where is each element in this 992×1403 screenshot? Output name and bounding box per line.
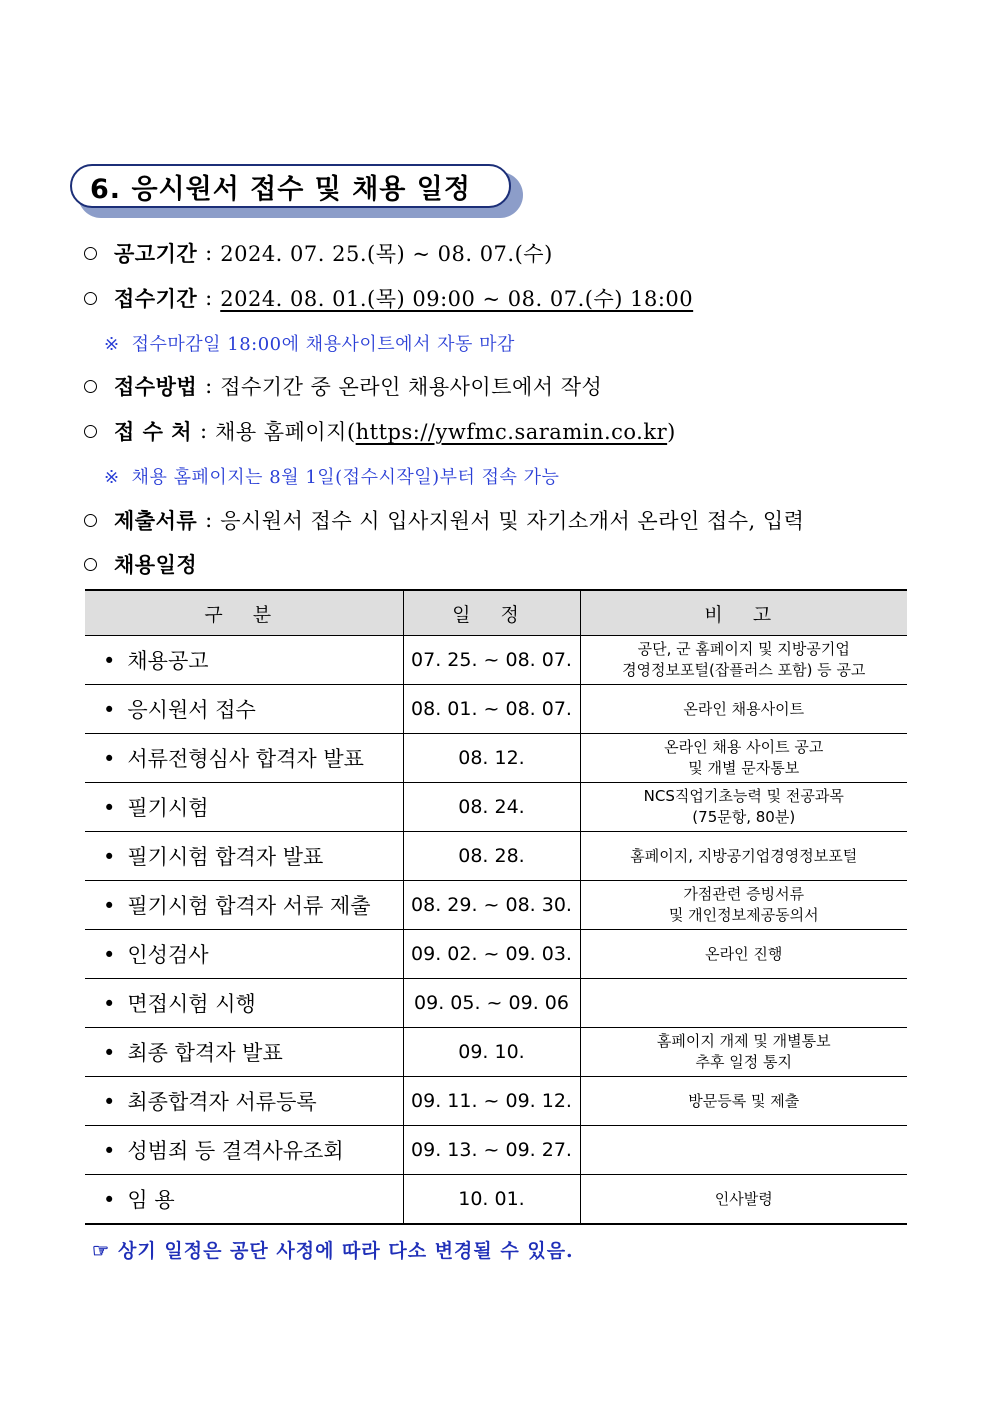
bullet-dot-icon: • <box>103 1041 116 1065</box>
circle-bullet-icon <box>84 558 97 571</box>
section-title: 6. 응시원서 접수 및 채용 일정 <box>70 164 511 208</box>
table-row <box>85 734 907 783</box>
reference-mark-icon: ※ <box>104 467 120 488</box>
row-item: • 서류전형심사 합격자 발표 <box>85 734 403 783</box>
bullet-dot-icon: • <box>103 649 116 673</box>
row-date: 09. 02. ~ 09. 03. <box>403 930 580 979</box>
item-label: 채용일정 <box>114 552 198 577</box>
row-item: • 채용공고 <box>85 636 403 685</box>
row-item: • 필기시험 <box>85 783 403 832</box>
row-remark <box>580 1126 907 1175</box>
row-item: • 성범죄 등 결격사유조회 <box>85 1126 403 1175</box>
circle-bullet-icon <box>84 514 97 527</box>
bullet-dot-icon: • <box>103 698 116 722</box>
table-row <box>85 1077 907 1126</box>
item-label: 공고기간 <box>114 241 198 266</box>
row-remark: 온라인 진행 <box>580 930 907 979</box>
row-remark: 인사발령 <box>580 1175 907 1225</box>
note-deadline: ※ 접수마감일 18:00에 채용사이트에서 자동 마감 <box>104 334 515 355</box>
item-value: 응시원서 접수 시 입사지원서 및 자기소개서 온라인 접수, 입력 <box>220 509 805 533</box>
circle-bullet-icon <box>84 247 97 260</box>
row-date: 08. 12. <box>403 734 580 783</box>
table-row <box>85 832 907 881</box>
row-item: • 최종 합격자 발표 <box>85 1028 403 1077</box>
note-access: ※ 채용 홈페이지는 8월 1일(접수시작일)부터 접속 가능 <box>104 467 560 488</box>
row-date: 09. 13. ~ 09. 27. <box>403 1126 580 1175</box>
header-schedule: 일 정 <box>403 590 580 636</box>
row-date: 09. 05. ~ 09. 06 <box>403 979 580 1028</box>
footer-note: ☞ 상기 일정은 공단 사정에 따라 다소 변경될 수 있음. <box>92 1240 574 1262</box>
header-remarks: 비 고 <box>580 590 907 636</box>
item-value: 채용 홈페이지(https://ywfmc.saramin.co.kr) <box>215 420 676 444</box>
item-value: 2024. 07. 25.(목) ~ 08. 07.(수) <box>220 242 553 266</box>
row-date: 07. 25. ~ 08. 07. <box>403 636 580 685</box>
schedule-table <box>85 589 907 1225</box>
row-remark: 방문등록 및 제출 <box>580 1077 907 1126</box>
row-date: 08. 29. ~ 08. 30. <box>403 881 580 930</box>
row-remark: 온라인 채용 사이트 공고 및 개별 문자통보 <box>580 734 907 783</box>
bullet-dot-icon: • <box>103 1139 116 1163</box>
pointing-hand-icon: ☞ <box>92 1240 111 1262</box>
circle-bullet-icon <box>84 380 97 393</box>
bullet-dot-icon: • <box>103 992 116 1016</box>
row-date: 08. 24. <box>403 783 580 832</box>
item-value: 접수기간 중 온라인 채용사이트에서 작성 <box>220 375 603 399</box>
bullet-dot-icon: • <box>103 1090 116 1114</box>
item-application-method: 접수방법 : 접수기간 중 온라인 채용사이트에서 작성 <box>84 371 602 401</box>
row-remark: 홈페이지, 지방공기업경영정보포털 <box>580 832 907 881</box>
row-item: • 응시원서 접수 <box>85 685 403 734</box>
bullet-dot-icon: • <box>103 894 116 918</box>
row-remark: 홈페이지 개제 및 개별통보 추후 일정 통지 <box>580 1028 907 1077</box>
table-row <box>85 1126 907 1175</box>
bullet-dot-icon: • <box>103 943 116 967</box>
bullet-dot-icon: • <box>103 845 116 869</box>
row-item: • 임 용 <box>85 1175 403 1225</box>
circle-bullet-icon <box>84 425 97 438</box>
bullet-dot-icon: • <box>103 747 116 771</box>
item-label: 접 수 처 <box>114 419 192 444</box>
item-value: 2024. 08. 01.(목) 09:00 ~ 08. 07.(수) 18:00 <box>220 287 694 311</box>
item-application-place: 접 수 처 : 채용 홈페이지(https://ywfmc.saramin.co.kr) <box>84 416 676 446</box>
item-label: 접수방법 <box>114 374 198 399</box>
row-item: • 필기시험 합격자 서류 제출 <box>85 881 403 930</box>
row-remark: 가점관련 증빙서류 및 개인정보제공동의서 <box>580 881 907 930</box>
row-remark: 공단, 군 홈페이지 및 지방공기업 경영정보포털(잡플러스 포함) 등 공고 <box>580 636 907 685</box>
row-date: 08. 28. <box>403 832 580 881</box>
item-announcement-period: 공고기간 : 2024. 07. 25.(목) ~ 08. 07.(수) <box>84 238 553 268</box>
table-row <box>85 1028 907 1077</box>
item-application-period: 접수기간 : 2024. 08. 01.(목) 09:00 ~ 08. 07.(수) 18:00 <box>84 283 693 313</box>
row-item: • 인성검사 <box>85 930 403 979</box>
row-date: 09. 11. ~ 09. 12. <box>403 1077 580 1126</box>
row-item: • 최종합격자 서류등록 <box>85 1077 403 1126</box>
table-header-row <box>85 590 907 636</box>
row-item: • 면접시험 시행 <box>85 979 403 1028</box>
bullet-dot-icon: • <box>103 1188 116 1212</box>
header-category: 구 분 <box>85 590 403 636</box>
table-row <box>85 636 907 685</box>
row-date: 10. 01. <box>403 1175 580 1225</box>
row-date: 08. 01. ~ 08. 07. <box>403 685 580 734</box>
item-documents: 제출서류 : 응시원서 접수 시 입사지원서 및 자기소개서 온라인 접수, 입력 <box>84 505 804 535</box>
section-title-box <box>70 164 525 220</box>
homepage-link[interactable]: https://ywfmc.saramin.co.kr <box>355 420 668 444</box>
row-remark: 온라인 채용사이트 <box>580 685 907 734</box>
row-remark: NCS직업기초능력 및 전공과목 (75문항, 80분) <box>580 783 907 832</box>
item-label: 접수기간 <box>114 286 198 311</box>
bullet-dot-icon: • <box>103 796 116 820</box>
table-row <box>85 783 907 832</box>
table-row <box>85 979 907 1028</box>
row-item: • 필기시험 합격자 발표 <box>85 832 403 881</box>
item-schedule <box>84 549 197 579</box>
row-date: 09. 10. <box>403 1028 580 1077</box>
item-label: 제출서류 <box>114 508 198 533</box>
row-remark <box>580 979 907 1028</box>
table-row <box>85 930 907 979</box>
circle-bullet-icon <box>84 292 97 305</box>
reference-mark-icon: ※ <box>104 334 120 355</box>
table-row <box>85 685 907 734</box>
table-row <box>85 881 907 930</box>
table-row <box>85 1175 907 1225</box>
